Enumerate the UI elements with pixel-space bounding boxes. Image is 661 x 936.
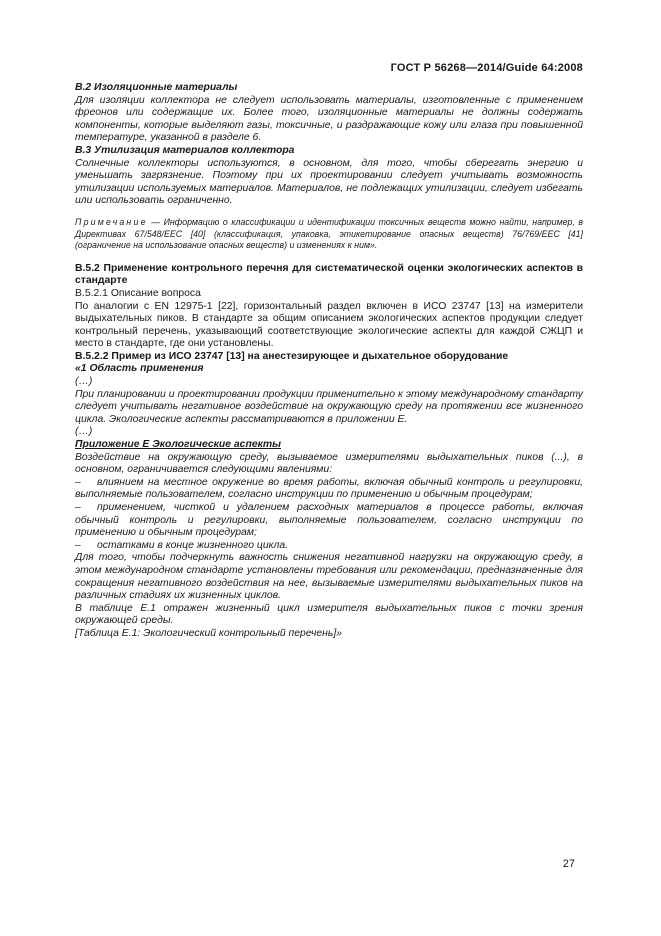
dash-icon: – bbox=[75, 502, 81, 513]
note-text: — Информацию о классификации и идентификации токсичных веществ можно найти, например, в Директивах 67/548/EEC [40] (классификация, упаковка, этикетирование опасных веществ) 76/769/EEC [41] (ограничение на использование опасных веществ) и изменениях к ним». bbox=[75, 216, 583, 251]
list-item: – остатками в конце жизненного цикла. bbox=[75, 539, 289, 551]
ellipsis-1: (…) bbox=[75, 376, 93, 388]
annex-title: Приложение Е Экологические аспекты bbox=[75, 439, 281, 451]
note-label: Примечание bbox=[75, 216, 148, 227]
annex-paragraph-2: Для того, чтобы подчеркнуть важность снижения негативной нагрузки на окружающую среду, в этом международном стандарте установлены требования или рекомендации, предназначенные для сокращения негативного воздействия на нее, вызываемые измерителями выдыхательных пиков на различных стадиях их жизненных циклов. bbox=[75, 552, 583, 602]
dash-icon: – bbox=[75, 539, 81, 551]
section-b521-text: По аналогии с EN 12975-1 [22], горизонтальный раздел включен в ИСО 23747 [13] на измерители выдыхательных пиков. В стандарте за общим описанием экологических аспектов продукции следует контрольный перечень, указывающий соответствующие экологические аспекты для каждой СЖЦП и место в стандарте, где они установлены. bbox=[75, 300, 583, 350]
table-reference: [Таблица Е.1: Экологический контрольный перечень]» bbox=[75, 627, 343, 639]
page-number: 27 bbox=[562, 858, 575, 870]
quote-scope-title: «1 Область применения bbox=[75, 363, 204, 375]
section-b522-title: B.5.2.2 Пример из ИСО 23747 [13] на анестезирующее и дыхательное оборудование bbox=[75, 350, 509, 362]
ellipsis-2: (…) bbox=[75, 426, 93, 438]
section-b2-text: Для изоляции коллектора не следует использовать материалы, изготовленные с применением фреонов или содержащие их. Более того, изоляционные материалы не должны содержать компоненты, которые выделяют газы, токсичные, и раздражающие кожу или глаза при повышенной температуре, указанной в разделе 6. bbox=[75, 94, 583, 144]
section-b2-title: B.2 Изоляционные материалы bbox=[75, 82, 238, 93]
annex-paragraph-3: В таблице Е.1 отражен жизненный цикл измерителя выдыхательных пиков с точки зрения окружающей среды. bbox=[75, 602, 583, 627]
document-body bbox=[75, 82, 583, 641]
list-item: – применением, чисткой и удалением расходных материалов в процессе работы, включая обычный контроль и регулировки, выполняемые пользователем, согласно инструкции по применению и обычным процедурам; bbox=[75, 502, 583, 539]
list-item: – влиянием на местное окружение во время работы, включая обычный контроль и регулировки, выполняемые пользователем, согласно инструкции по применению и обычным процедурам; bbox=[75, 476, 583, 501]
scope-text: При планировании и проектировании продукции применительно к этому международному стандарту следует учитывать негативное воздействие на окружающую среду на протяжении все жизненного цикла. Экологические аспекты рассматриваются в приложении Е. bbox=[75, 388, 583, 425]
dash-icon: – bbox=[75, 476, 81, 488]
document-header: ГОСТ Р 56268—2014/Guide 64:2008 bbox=[390, 62, 583, 74]
section-b3-title: B.3 Утилизация материалов коллектора bbox=[75, 144, 295, 156]
section-b3-text: Солнечные коллекторы используются, в основном, для того, чтобы сберегать энергию и уменьшать загрязнение. Поэтому при их проектировании следует учитывать возможность утилизации используемых материалов. Материалов, не подлежащих утилизации, следует избегать или использовать ограниченно. bbox=[75, 157, 583, 207]
section-b521-title: B.5.2.1 Описание вопроса bbox=[75, 287, 201, 299]
note-paragraph bbox=[75, 217, 583, 252]
annex-intro: Воздействие на окружающую среду, вызываемое измерителями выдыхательных пиков (...), в основном, ограничивается следующими явлениями: bbox=[75, 451, 583, 476]
section-b52-title: B.5.2 Применение контрольного перечня для систематической оценки экологических аспектов в стандарте bbox=[75, 262, 583, 287]
